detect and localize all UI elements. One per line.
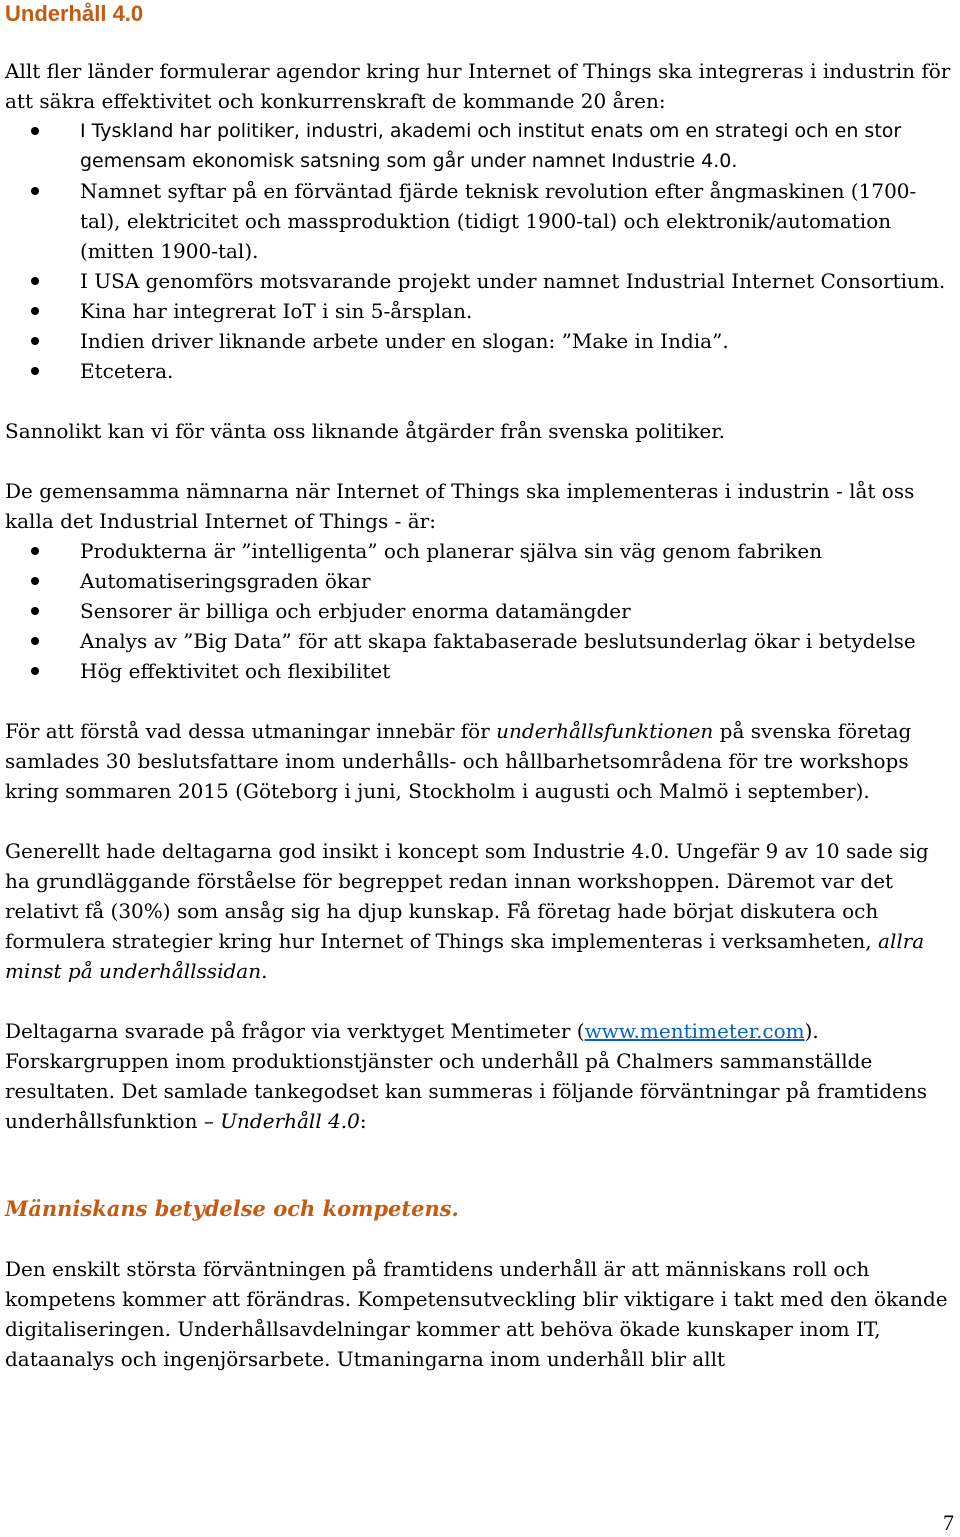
insight-paragraph	[5, 836, 955, 986]
list-item: Automatiseringsgraden ökar	[5, 566, 955, 596]
emphasis-text: underhållsfunktionen	[496, 719, 714, 743]
list-item: Kina har integrerat IoT i sin 5-årsplan.	[5, 296, 955, 326]
emphasis-text: allra minst på underhållssidan.	[5, 929, 925, 983]
text-span: på svenska företag samlades 30 beslutsfattare inom underhålls- och hållbarhetsområdena för tre workshops kring sommaren 2015 (Göteborg i juni, Stockholm i augusti och Malmö i september).	[5, 719, 912, 803]
list-item: Produkterna är ”intelligenta” och planerar själva sin väg genom fabriken	[5, 536, 955, 566]
spacer	[5, 986, 955, 1016]
spacer	[5, 806, 955, 836]
list-item: Namnet syftar på en förväntad fjärde teknisk revolution efter ångmaskinen (1700-tal), elektricitet och massproduktion (tidigt 1900-tal) och elektronik/automation (mitten 1900-tal).	[5, 176, 955, 266]
list-item: Hög effektivitet och flexibilitet	[5, 656, 955, 686]
spacer	[5, 1224, 955, 1254]
list-item: I Tyskland har politiker, industri, akademi och institut enats om en strategi och en stor gemensam ekonomisk satsning som går under namnet Industrie 4.0.	[5, 116, 955, 176]
page-number: 7	[943, 1510, 954, 1535]
text-span: ). Forskargruppen inom produktionstjänster och underhåll på Chalmers sammanställde resultaten. Det samlade tankegodset kan summeras i följande förväntningar på framtidens underhållsfunktion –	[5, 1019, 928, 1133]
spacer	[5, 446, 955, 476]
text-span: Generellt hade deltagarna god insikt i koncept som Industrie 4.0. Ungefär 9 av 10 sade sig ha grundläggande förståelse för begreppet redan innan workshoppen. Däremot var det relativt få (30%) som ansåg sig ha djup kunskap. Få företag hade börjat diskutera och formulera strategier kring hur Internet of Things ska implementeras i verksamheten,	[5, 839, 929, 953]
mentimeter-link[interactable]: www.mentimeter.com	[584, 1019, 805, 1043]
competence-paragraph: Den enskilt största förväntningen på framtidens underhåll är att människans roll och kompetens kommer att förändras. Kompetensutveckling blir viktigare i takt med den ökande digitaliseringen. Underhållsavdelningar kommer att behöva ökade kunskaper inom IT, dataanalys och ingenjörsarbete. Utmaningarna inom underhåll blir allt	[5, 1257, 948, 1371]
mentimeter-paragraph	[5, 1016, 955, 1136]
workshop-paragraph	[5, 716, 955, 806]
list-item: Indien driver liknande arbete under en slogan: ”Make in India”.	[5, 326, 955, 356]
spacer	[5, 28, 955, 56]
list-item: Analys av ”Big Data” för att skapa faktabaserade beslutsunderlag ökar i betydelse	[5, 626, 955, 656]
spacer	[5, 686, 955, 716]
list-item: Etcetera.	[5, 356, 955, 386]
list-item: Sensorer är billiga och erbjuder enorma datamängder	[5, 596, 955, 626]
text-span: :	[359, 1109, 367, 1133]
document-page	[5, 0, 955, 1374]
list-item: I USA genomförs motsvarande projekt under namnet Industrial Internet Consortium.	[5, 266, 955, 296]
emphasis-text: Underhåll 4.0	[220, 1109, 360, 1133]
sweden-paragraph: Sannolikt kan vi för vänta oss liknande åtgärder från svenska politiker.	[5, 419, 725, 443]
text-span: Deltagarna svarade på frågor via verktyget Mentimeter (	[5, 1019, 585, 1043]
spacer	[5, 1136, 955, 1194]
spacer	[5, 386, 955, 416]
intro-paragraph: Allt fler länder formulerar agendor kring hur Internet of Things ska integreras i industrin för att säkra effektivitet och konkurrenskraft de kommande 20 åren:	[5, 59, 951, 113]
common-intro-paragraph: De gemensamma nämnarna när Internet of Things ska implementeras i industrin - låt oss kalla det Industrial Internet of Things - är:	[5, 479, 915, 533]
text-span: För att förstå vad dessa utmaningar innebär för	[5, 719, 497, 743]
common-list	[5, 536, 955, 686]
section-heading: Människans betydelse och kompetens.	[5, 1196, 459, 1221]
country-list	[5, 116, 955, 386]
document-title: Underhåll 4.0	[5, 1, 144, 26]
